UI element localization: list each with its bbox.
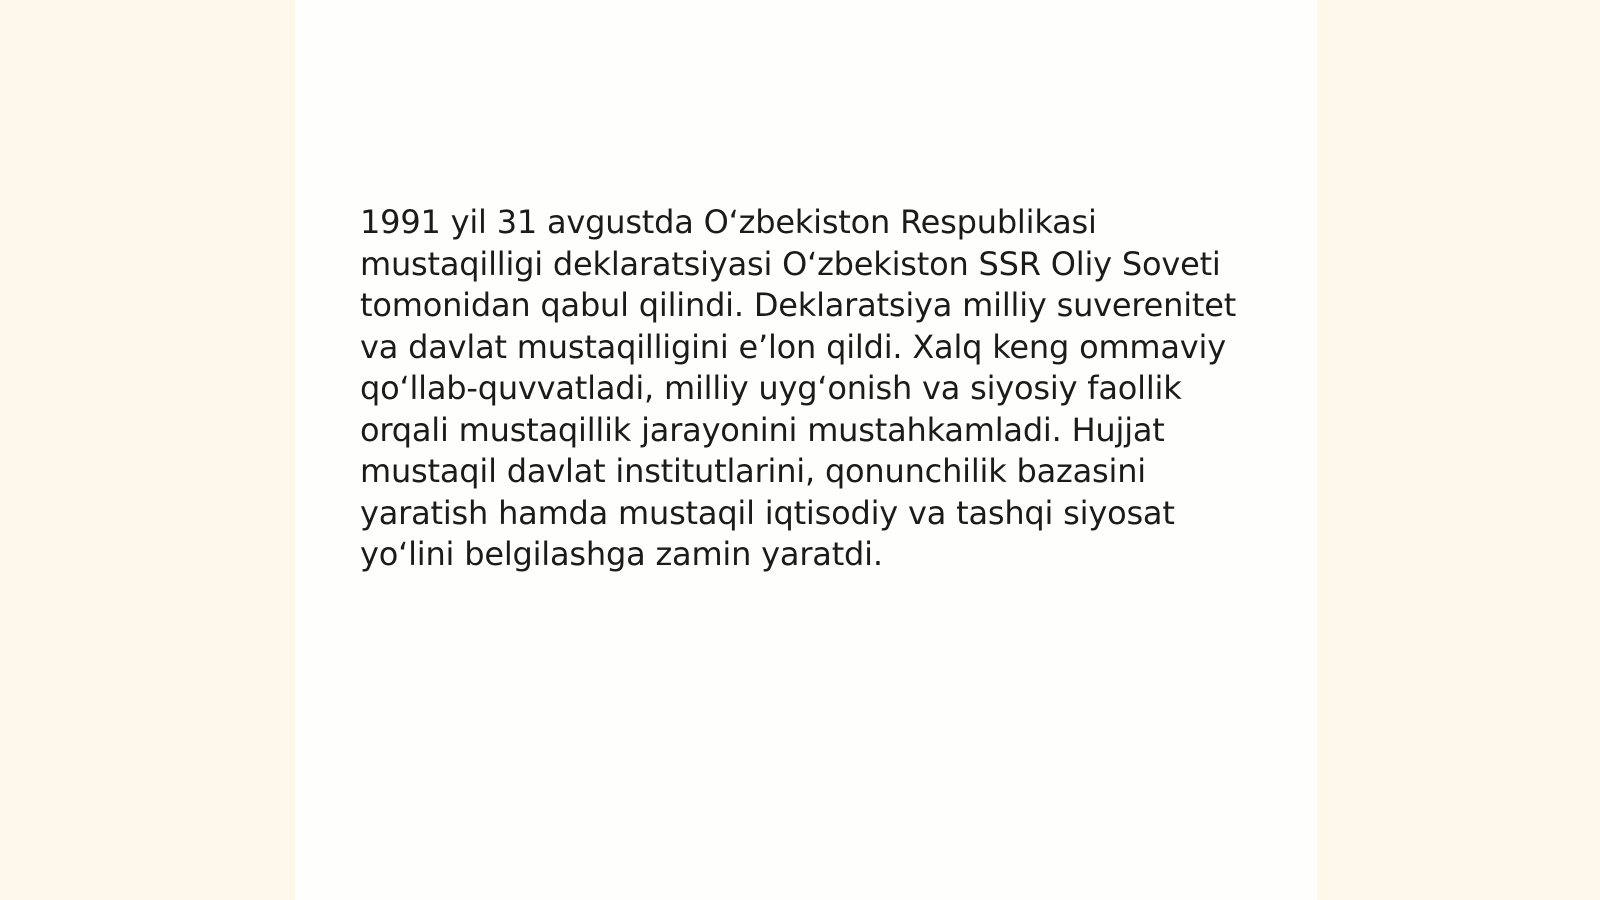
slide-canvas	[295, 0, 1317, 900]
body-paragraph: 1991 yil 31 avgustda O‘zbekiston Respublikasi mustaqilligi deklaratsiyasi O‘zbekiston SSR Oliy Soveti tomonidan qabul qilindi. Deklaratsiya milliy suverenitet va davlat mustaqilligini e’lon qildi. Xalq keng ommaviy qo‘llab-quvvatladi, milliy uyg‘onish va siyosiy faollik orqali mustaqillik jarayonini mustahkamladi. Hujjat mustaqil davlat institutlarini, qonunchilik bazasini yaratish hamda mustaqil iqtisodiy va tashqi siyosat yo‘lini belgilashga zamin yaratdi.	[360, 203, 1237, 573]
